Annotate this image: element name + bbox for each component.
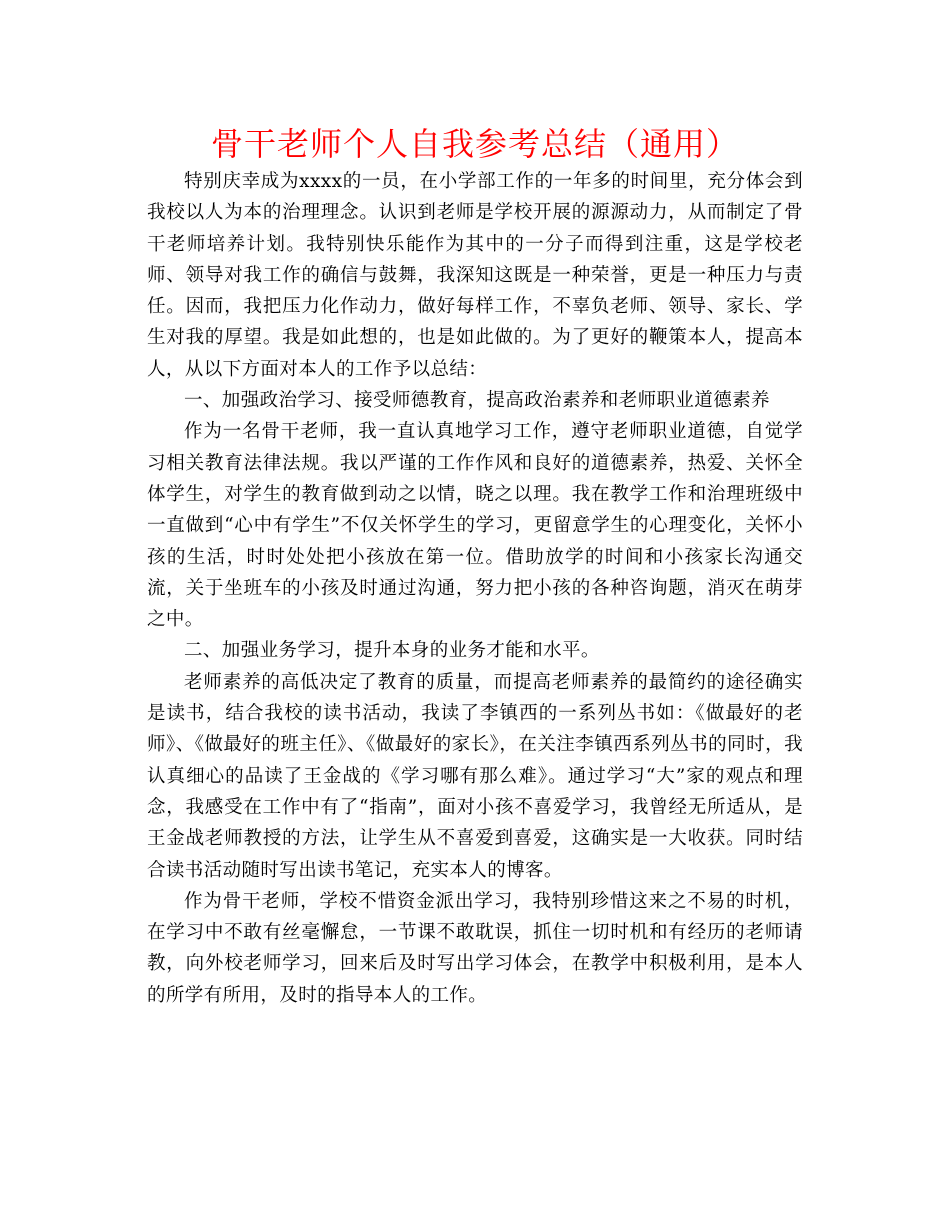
section-heading-2: 二、加强业务学习，提升本身的业务才能和水平。 bbox=[184, 640, 600, 662]
paragraph-section-2-reading: 老师素养的高低决定了教育的质量，而提高老师素养的最简约的途径确实是读书，结合我校的读书活动，我读了李镇西的一系列丛书如：《做最好的老师》、《做最好的班主任》、《做最好的家长》，在关注李镇西系列丛书的同时，我认真细心的品读了王金战的《学习哪有那么难》。通过学习“大”家的观点和理念，我感受在工作中有了“指南”，面对小孩不喜爱学习，我曾经无所适从，是王金战老师教授的方法，让学生从不喜爱到喜爱，这确实是一大收获。同时结合读书活动随时写出读书笔记，充实本人的博客。 bbox=[147, 671, 803, 881]
paragraph-section-2-training: 作为骨干老师，学校不惜资金派出学习，我特别珍惜这来之不易的时机，在学习中不敢有丝毫懈怠，一节课不敢耽误，抓住一切时机和有经历的老师请教，向外校老师学习，回来后及时写出学习体会，在教学中积极利用，是本人的所学有所用，及时的指导本人的工作。 bbox=[147, 890, 803, 1006]
paragraph-intro: 特别庆幸成为xxxx的一员，在小学部工作的一年多的时间里，充分体会到我校以人为本的治理理念。认识到老师是学校开展的源源动力，从而制定了骨干老师培养计划。我特别快乐能作为其中的一分子而得到注重，这是学校老师、领导对我工作的确信与鼓舞，我深知这既是一种荣誉，更是一种压力与责任。因而，我把压力化作动力，做好每样工作，不辜负老师、领导、家长、学生对我的厚望。我是如此想的，也是如此做的。为了更好的鞭策本人，提高本人，从以下方面对本人的工作予以总结： bbox=[147, 171, 803, 380]
document-body bbox=[147, 166, 803, 1011]
paragraph-section-1: 作为一名骨干老师，我一直认真地学习工作，遵守老师职业道德，自觉学习相关教育法律法规。我以严谨的工作作风和良好的道德素养，热爱、关怀全体学生，对学生的教育做到动之以情，晓之以理。我在教学工作和治理班级中一直做到“心中有学生”不仅关怀学生的学习，更留意学生的心理变化，关怀小孩的生活，时时处处把小孩放在第一位。借助放学的时间和小孩家长沟通交流，关于坐班车的小孩及时通过沟通，努力把小孩的各种咨询题，消灭在萌芽之中。 bbox=[147, 421, 803, 631]
document-title: 骨干老师个人自我参考总结（通用） bbox=[210, 125, 739, 163]
section-heading-1: 一、加强政治学习、接受师德教育，提高政治素养和老师职业道德素养 bbox=[184, 390, 770, 412]
